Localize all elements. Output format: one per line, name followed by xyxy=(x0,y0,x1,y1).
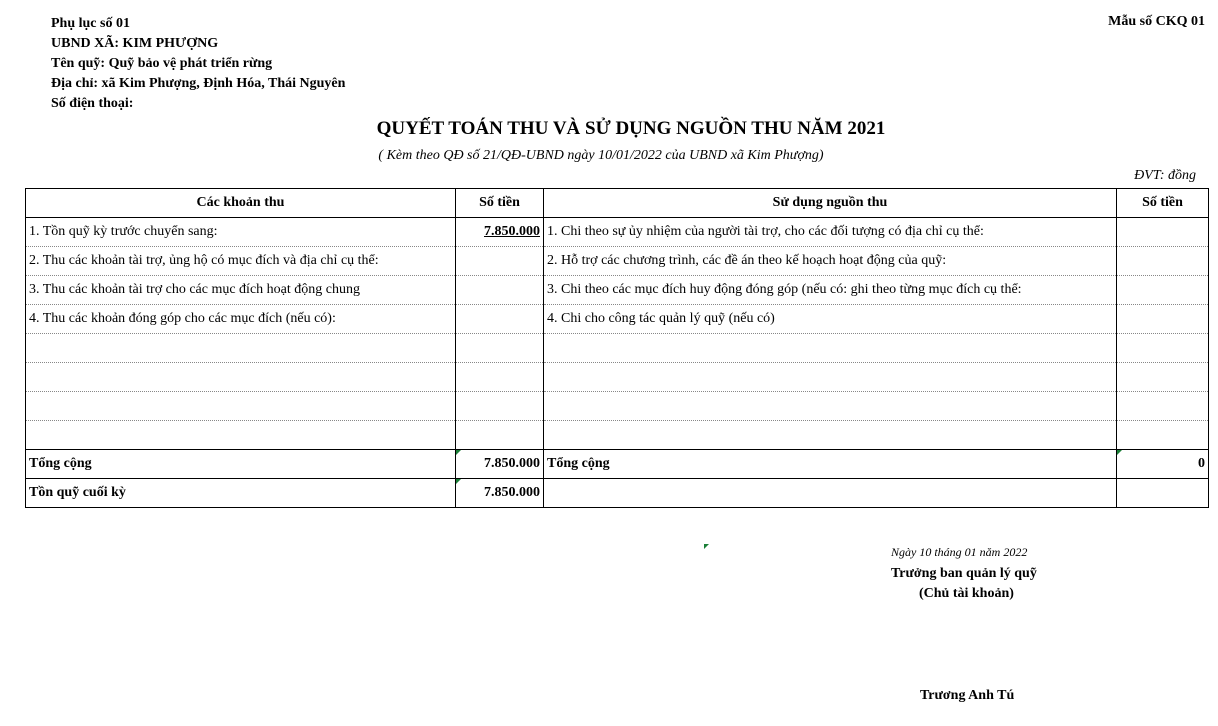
expense-amount xyxy=(1117,247,1209,276)
total-row xyxy=(26,450,1209,479)
expense-amount xyxy=(1117,363,1209,392)
income-item: 1. Tồn quỹ kỳ trước chuyển sang: xyxy=(26,218,456,247)
income-item xyxy=(26,421,456,450)
signer-name: Trương Anh Tú xyxy=(920,688,1015,703)
income-item: 4. Thu các khoản đóng góp cho các mục đích (nếu có): xyxy=(26,305,456,334)
table-row xyxy=(26,421,1209,450)
header-income-amount: Số tiền xyxy=(456,189,544,218)
expense-item: 1. Chi theo sự ủy nhiệm của người tài trợ, cho các đối tượng có địa chỉ cụ thể: xyxy=(544,218,1117,247)
table-row xyxy=(26,363,1209,392)
expense-total-label: Tổng cộng xyxy=(544,450,1117,479)
empty-cell xyxy=(1117,479,1209,508)
unit-label: ĐVT: đồng xyxy=(1134,168,1196,183)
expense-item: 2. Hỗ trợ các chương trình, các đề án theo kế hoạch hoạt động của quỹ: xyxy=(544,247,1117,276)
fund-address: Địa chỉ: xã Kim Phượng, Định Hóa, Thái Nguyên xyxy=(51,76,346,91)
table-row xyxy=(26,247,1209,276)
income-item: 2. Thu các khoản tài trợ, ủng hộ có mục đích và địa chỉ cụ thể: xyxy=(26,247,456,276)
closing-balance-row xyxy=(26,479,1209,508)
expense-amount xyxy=(1117,392,1209,421)
expense-amount xyxy=(1117,276,1209,305)
income-amount xyxy=(456,305,544,334)
income-item xyxy=(26,392,456,421)
expense-item xyxy=(544,421,1117,450)
income-item: 3. Thu các khoản tài trợ cho các mục đích hoạt động chung xyxy=(26,276,456,305)
income-amount xyxy=(456,247,544,276)
table-row xyxy=(26,334,1209,363)
expense-total-amount: 0 xyxy=(1117,450,1209,479)
header-expense-amount: Số tiền xyxy=(1117,189,1209,218)
expense-item xyxy=(544,392,1117,421)
expense-amount xyxy=(1117,334,1209,363)
form-code: Mẫu số CKQ 01 xyxy=(1108,14,1205,29)
income-amount xyxy=(456,392,544,421)
closing-balance-amount: 7.850.000 xyxy=(456,479,544,508)
expense-item xyxy=(544,334,1117,363)
income-total-amount: 7.850.000 xyxy=(456,450,544,479)
table-header-row xyxy=(26,189,1209,218)
income-amount xyxy=(456,363,544,392)
table-row xyxy=(26,392,1209,421)
signature-role: Trưởng ban quản lý quỹ xyxy=(891,566,1037,581)
appendix-label: Phụ lục số 01 xyxy=(51,16,130,31)
settlement-table xyxy=(25,188,1209,508)
commune-name: UBND XÃ: KIM PHƯỢNG xyxy=(51,36,219,51)
document-subtitle: ( Kèm theo QĐ số 21/QĐ-UBND ngày 10/01/2022 của UBND xã Kim Phượng) xyxy=(378,148,824,163)
income-item xyxy=(26,363,456,392)
expense-amount xyxy=(1117,305,1209,334)
header-income: Các khoản thu xyxy=(26,189,456,218)
cell-marker-icon xyxy=(704,544,709,549)
income-amount xyxy=(456,421,544,450)
empty-cell xyxy=(544,479,1117,508)
signature-date: Ngày 10 tháng 01 năm 2022 xyxy=(891,545,1028,559)
table-row xyxy=(26,276,1209,305)
expense-item: 3. Chi theo các mục đích huy động đóng góp (nếu có: ghi theo từng mục đích cụ thể: xyxy=(544,276,1117,305)
header-expense: Sử dụng nguồn thu xyxy=(544,189,1117,218)
fund-phone: Số điện thoại: xyxy=(51,96,134,111)
expense-item xyxy=(544,363,1117,392)
income-item xyxy=(26,334,456,363)
income-total-label: Tổng cộng xyxy=(26,450,456,479)
fund-name: Tên quỹ: Quỹ bảo vệ phát triển rừng xyxy=(51,56,273,71)
table-row xyxy=(26,218,1209,247)
closing-balance-label: Tồn quỹ cuối kỳ xyxy=(26,479,456,508)
income-amount xyxy=(456,276,544,305)
income-amount: 7.850.000 xyxy=(484,224,540,239)
expense-amount xyxy=(1117,421,1209,450)
signature-role-note: (Chủ tài khoản) xyxy=(919,586,1014,601)
income-amount xyxy=(456,334,544,363)
table-row xyxy=(26,305,1209,334)
document-title: QUYẾT TOÁN THU VÀ SỬ DỤNG NGUỒN THU NĂM 2021 xyxy=(376,118,886,139)
expense-amount xyxy=(1117,218,1209,247)
expense-item: 4. Chi cho công tác quản lý quỹ (nếu có) xyxy=(544,305,1117,334)
